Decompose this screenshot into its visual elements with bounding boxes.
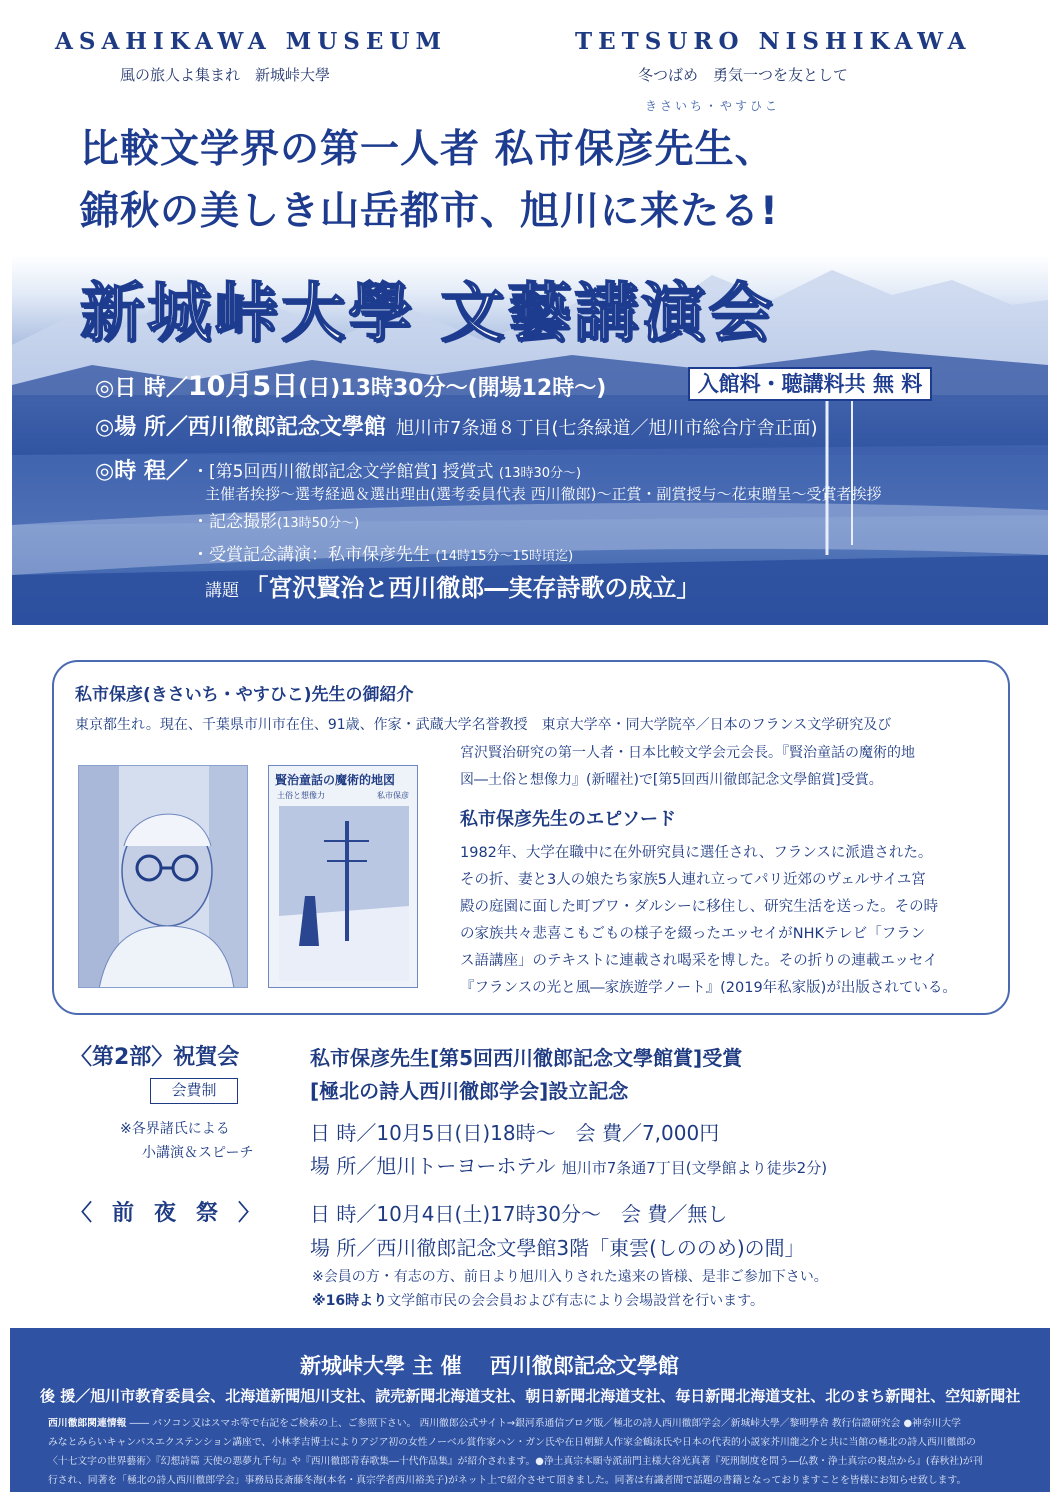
speaker-bio-line: 宮沢賢治研究の第一人者・日本比較文学会元会長。『賢治童話の魔術的地	[460, 745, 915, 761]
part2-venue-name: 場 所／旭川トーヨーホテル	[310, 1154, 556, 1178]
footer-info-label: 西川徹郎関連情報	[48, 1418, 127, 1429]
book-subtitle: 土俗と想像力	[277, 791, 325, 800]
book-title: 賢治童話の魔術的地図	[275, 773, 396, 787]
author-name-en: TETSURO NISHIKAWA	[575, 28, 972, 55]
footer-info-line: みなとみらいキャンパスエクステンション講座で、小林孝吉博士によりアジア初の女性ノーベル賞作家ハン・ガン氏や在日朝鮮人作家金鶴泳氏や日本の代表的小説家芥川龍之介と共に当館の極北の詩人西川徹郎の	[48, 1437, 976, 1448]
schedule-item-text: ・[第5回西川徹郎記念文学館賞] 授賞式	[192, 462, 494, 482]
eve-venue: 場 所／西川徹郎記念文學館3階「東雲(しののめ)の間」	[310, 1236, 805, 1260]
eve-festival-heading: 〈前夜祭〉	[70, 1201, 281, 1226]
schedule-item-time: (14時15分～15時頃迄)	[435, 549, 574, 564]
museum-name-en: ASAHIKAWA MUSEUM	[55, 28, 447, 55]
book-cover	[268, 765, 418, 988]
event-time: (日)13時30分～(開場12時～)	[298, 376, 607, 401]
eve-note-bold: ※16時より	[312, 1293, 388, 1309]
venue-label: ◎場 所／	[95, 415, 188, 440]
event-date-row	[95, 364, 606, 403]
membership-fee-badge: 会費制	[150, 1078, 238, 1104]
event-date: 10月5日	[187, 371, 299, 402]
part2-venue-address: 旭川市7条通7丁目(文學館より徒歩2分)	[561, 1159, 828, 1177]
furigana: きさいち・やすひこ	[645, 99, 781, 113]
episode-line: その折、妻と3人の娘たち家族5人連れ立ってパリ近郊のヴェルサイユ宮	[460, 872, 926, 888]
episode-line: の家族共々悲喜こもごもの様子を綴ったエッセイがNHKテレビ「フラン	[460, 926, 926, 942]
schedule-item-time: (13時30分～)	[498, 466, 582, 481]
author-subtitle: 冬つばめ 勇気一つを友として	[638, 66, 849, 84]
headline-line-1: 比較文学界の第一人者 私市保彦先生、	[80, 127, 775, 172]
lecture-title-row	[205, 568, 700, 603]
speaker-bio-line: 図―土俗と想像力』(新曜社)で[第5回西川徹郎記念文學館賞]受賞。	[460, 772, 883, 788]
venue-name: 西川徹郎記念文學館	[187, 415, 386, 440]
schedule-item-lecture	[192, 540, 573, 565]
eve-note-text: 文学館市民の会会員および有志により会場設営を行います。	[387, 1293, 764, 1309]
lecture-title: 「宮沢賢治と西川徹郎―実存詩歌の成立」	[244, 574, 701, 602]
lecture-label: 講題	[205, 581, 239, 601]
episode-line: 1982年、大学在職中に在外研究員に選任され、フランスに派遣された。	[460, 845, 933, 861]
part2-note: ※各界諸氏による	[120, 1121, 230, 1137]
eve-note: ※会員の方・有志の方、前日より旭川入りされた遠来の皆様、是非ご参加下さい。	[312, 1269, 828, 1285]
schedule-item-text: ・記念撮影	[192, 512, 277, 532]
event-venue-row	[95, 410, 818, 441]
supporters: 後 援／旭川市教育委員会、北海道新聞旭川支社、読売新聞北海道支社、朝日新聞北海道支社、毎日新聞北海道支社、北のまち新聞社、空知新聞社	[40, 1387, 1021, 1405]
speaker-intro-title: 私市保彦(きさいち・やすひこ)先生の御紹介	[75, 685, 414, 705]
speaker-portrait	[78, 765, 248, 988]
organizers: 新城峠大學 主 催 西川徹郎記念文學館	[300, 1354, 679, 1378]
event-title: 新城峠大學 文藝講演会	[80, 276, 776, 351]
episode-title: 私市保彦先生のエピソード	[460, 809, 676, 830]
eve-note	[312, 1290, 764, 1310]
part2-datetime-fee: 日 時／10月5日(日)18時～ 会 費／7,000円	[310, 1121, 720, 1145]
episode-line: 『フランスの光と風―家族遊学ノート』(2019年私家版)が出版されている。	[460, 980, 957, 996]
schedule-item-ceremony-detail: 主催者挨拶～選考経過＆選出理由(選考委員代表 西川徹郎)～正賞・副賞授与～花束贈呈～受賞者挨拶	[205, 485, 882, 503]
footer-info-text: ―― パソコン又はスマホ等で右記をご検索の上、ご参照下さい。 西川徹郎公式サイト→銀河系通信ブログ版／極北の詩人西川徹郎学会／新城峠大學／黎明學舎 教行信證研究会 ●神奈川大学	[129, 1418, 961, 1429]
schedule-label: ◎時 程／	[95, 459, 188, 484]
footer-info-line: 行され、同著を「極北の詩人西川徹郎学会」事務局長斎藤冬海(本名・真宗学者西川裕美子)がネット上で紹介させて頂きました。同著は有識者間で話題の書籍となっておりますことを皆様にお知らせ致します。	[48, 1475, 967, 1486]
museum-subtitle: 風の旅人よ集まれ 新城峠大學	[120, 66, 331, 84]
schedule-item-text: ・受賞記念講演：私市保彦先生	[192, 545, 430, 565]
episode-line: 殿の庭園に面した町ブワ・ダルシーに移住し、研究生活を送った。その時	[460, 899, 939, 915]
footer-info-line	[48, 1415, 961, 1429]
headline-line-2: 錦秋の美しき山岳都市、旭川に来たる!	[80, 189, 779, 234]
schedule-item-photo	[192, 507, 359, 532]
portrait-illustration	[79, 766, 248, 988]
book-author: 私市保彦	[377, 791, 409, 800]
part2-heading: 〈第2部〉祝賀会	[70, 1045, 240, 1070]
schedule-item-time: (13時50分～)	[277, 516, 360, 531]
episode-line: ス語講座」のテキストに連載され喝采を博した。その折りの連載エッセイ	[460, 953, 938, 969]
part2-note: 小講演＆スピーチ	[142, 1145, 254, 1161]
part2-award-line: 私市保彦先生[第5回西川徹郎記念文學館賞]受賞	[310, 1046, 743, 1070]
schedule-item-ceremony	[192, 457, 581, 482]
date-label: ◎日 時／	[95, 376, 188, 401]
venue-address: 旭川市7条通８丁目(七条緑道／旭川市総合庁舎正面)	[396, 418, 818, 439]
admission-fee-badge: 入館料・聴講料共 無 料	[688, 367, 932, 401]
footer-info-line: 〈十七文字の世界藝術〉『幻想詩篇 天使の悪夢九千句』や『西川徹郎青春歌集―十代作品集』が紹介されます。●浄土真宗本願寺派前門主様大谷光真著『死刑制度を問う―仏教・浄土真宗の視点から』(春秋社)が刊	[48, 1456, 983, 1467]
speaker-bio-line: 東京都生れ。現在、千葉県市川市在住、91歳、作家・武蔵大学名誉教授 東京大学卒・同大学院卒／日本のフランス文学研究及び	[75, 717, 892, 733]
part2-venue	[310, 1150, 827, 1179]
eve-datetime-fee: 日 時／10月4日(土)17時30分～ 会 費／無し	[310, 1202, 728, 1226]
part2-society-line: [極北の詩人西川徹郎学会]設立記念	[310, 1079, 629, 1103]
